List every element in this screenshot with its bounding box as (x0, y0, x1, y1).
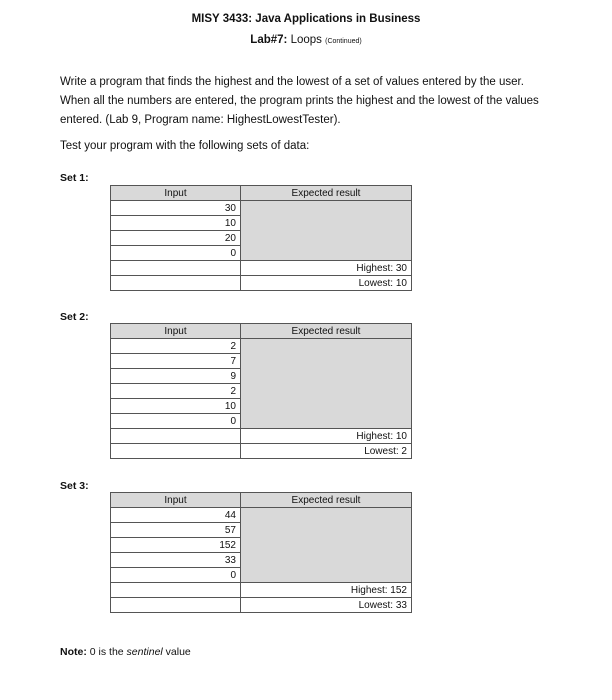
input-header: Input (111, 324, 241, 339)
input-cell: 10 (111, 399, 241, 414)
input-cell: 0 (111, 568, 241, 583)
test-instructions: Test your program with the following sets of data: (60, 140, 310, 152)
set-3-table (110, 492, 412, 613)
input-cell: 57 (111, 523, 241, 538)
input-cell: 33 (111, 553, 241, 568)
input-cell: 7 (111, 354, 241, 369)
set-1-table (110, 185, 412, 291)
note-text-before: 0 is the (89, 646, 124, 658)
set-3-label: Set 3: (60, 480, 89, 492)
set-2-table (110, 323, 412, 459)
set-2-label: Set 2: (60, 311, 89, 323)
instructions-line-1: Write a program that finds the highest and the lowest of a set of values entered by the user. (60, 76, 524, 88)
input-cell-empty (111, 429, 241, 444)
set-1-label: Set 1: (60, 172, 89, 184)
lab-topic: Loops (290, 34, 322, 46)
input-cell: 10 (111, 216, 241, 231)
note-label: Note: (60, 646, 87, 658)
lab-continued: (Continued) (325, 38, 362, 45)
input-cell: 0 (111, 414, 241, 429)
expected-blank-cell (241, 339, 412, 429)
input-cell-empty (111, 276, 241, 291)
note-text-after: value (165, 646, 191, 658)
highest-result: Highest: 10 (241, 429, 412, 444)
note-emphasis: sentinel (126, 646, 163, 658)
lab-title (0, 33, 612, 49)
expected-header: Expected result (241, 493, 412, 508)
course-title: MISY 3433: Java Applications in Business (191, 13, 421, 25)
input-cell-empty (111, 598, 241, 613)
lab-number: Lab#7: (250, 34, 288, 46)
input-cell-empty (111, 261, 241, 276)
input-header: Input (111, 493, 241, 508)
input-cell: 20 (111, 231, 241, 246)
highest-result: Highest: 30 (241, 261, 412, 276)
expected-blank-cell (241, 201, 412, 261)
input-cell: 44 (111, 508, 241, 523)
lowest-result: Lowest: 33 (241, 598, 412, 613)
instructions-line-2: When all the numbers are entered, the program prints the highest and the lowest of the values (60, 95, 539, 107)
input-cell-empty (111, 583, 241, 598)
sentinel-note (60, 646, 191, 658)
input-cell: 9 (111, 369, 241, 384)
input-header: Input (111, 186, 241, 201)
lowest-result: Lowest: 2 (241, 444, 412, 459)
expected-header: Expected result (241, 186, 412, 201)
input-cell: 2 (111, 339, 241, 354)
expected-header: Expected result (241, 324, 412, 339)
lowest-result: Lowest: 10 (241, 276, 412, 291)
input-cell: 30 (111, 201, 241, 216)
input-cell: 152 (111, 538, 241, 553)
input-cell: 2 (111, 384, 241, 399)
instructions-line-3: entered. (Lab 9, Program name: HighestLowestTester). (60, 114, 341, 126)
instructions-paragraph (60, 73, 590, 130)
page-header (0, 12, 612, 49)
input-cell: 0 (111, 246, 241, 261)
highest-result: Highest: 152 (241, 583, 412, 598)
input-cell-empty (111, 444, 241, 459)
expected-blank-cell (241, 508, 412, 583)
